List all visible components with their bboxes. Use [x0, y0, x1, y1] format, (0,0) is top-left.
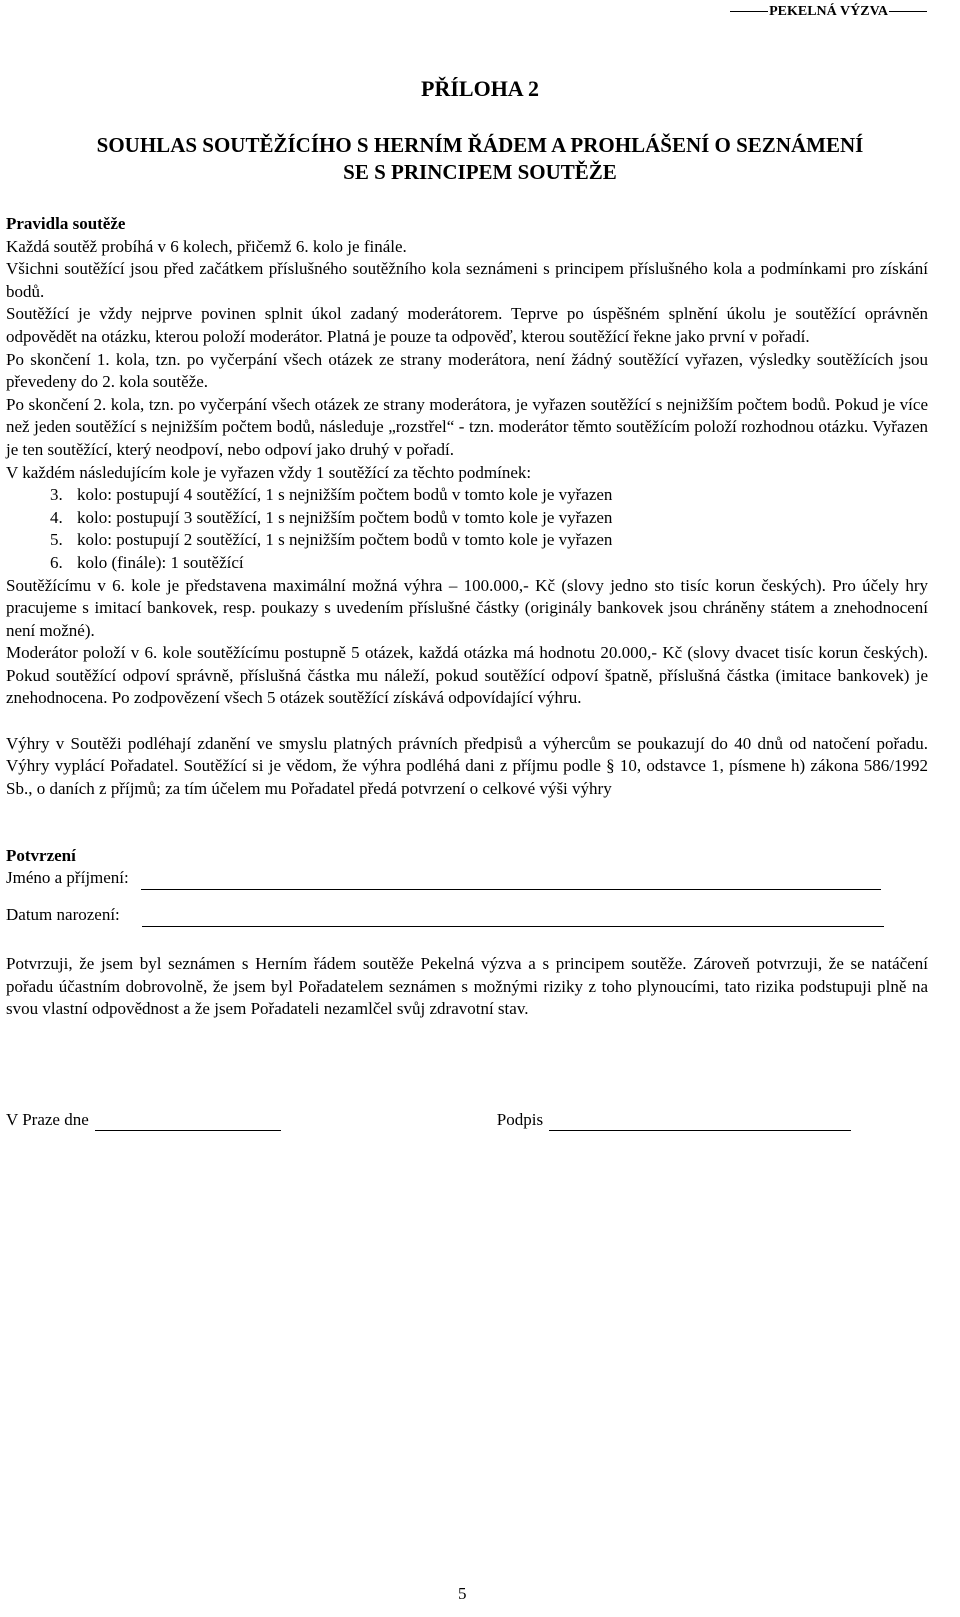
list-item-text: kolo: postupují 4 soutěžící, 1 s nejnižším počtem bodů v tomto kole je vyřazen: [77, 485, 613, 505]
list-item-number: 5.: [50, 530, 63, 550]
list-item-number: 3.: [50, 485, 63, 505]
rules-paragraph-task: Soutěžící je vždy nejprve povinen splnit úkol zadaný moderátorem. Teprve po úspěšném splnění úkolu je soutěžící oprávněn odpovědět na otázku, kterou položí moderátor. Platná je pouze ta odpověď, kterou soutěžící řekne jako první v pořadí.: [6, 304, 928, 346]
list-item-number: 4.: [50, 507, 63, 527]
header-rule-left: [730, 11, 768, 12]
list-item-text: kolo: postupují 3 soutěžící, 1 s nejnižším počtem bodů v tomto kole je vyřazen: [77, 507, 613, 527]
list-item-number: 6.: [50, 552, 63, 572]
birth-date-field-row: [6, 905, 928, 927]
place-date-label: V Praze dne: [6, 1109, 89, 1129]
document-title: [0, 132, 960, 186]
rules-paragraph-round-1: Po skončení 1. kola, tzn. po vyčerpání všech otázek ze strany moderátora, není žádný soutěžící vyřazen, výsledky soutěžících jsou převedeny do 2. kola soutěže.: [6, 349, 928, 392]
signature-label: Podpis: [496, 1109, 544, 1129]
list-item-text: kolo (finále): 1 soutěžící: [77, 552, 244, 572]
rules-paragraph-round-2: Po skončení 2. kola, tzn. po vyčerpání všech otázek ze strany moderátora, je vyřazen soutěžící s nejnižším počtem bodů. Pokud je více než jeden soutěžící s nejnižším počtem bodů, následuje „rozstřel“ - tzn. moderátor těmto soutěžícím položí rozhodnou otázku. Vyřazen je ten soutěžící, který neodpoví, nebo odpoví jako druhý v pořadí.: [6, 394, 928, 459]
confirmation-statement: Potvrzuji, že jsem byl seznámen s Herním řádem soutěže Pekelná výzva a s principem soutěže. Zároveň potvrzuji, že se natáčení pořadu účastním dobrovolně, že jsem byl Pořadatelem seznámen s možnými riziky z toho plynoucími, tato rizika podstupuji plně na svou vlastní odpovědnost a že jsem Pořadateli nezamlčel svůj zdravotní stav.: [6, 954, 928, 1019]
page-number: 5: [458, 1584, 467, 1603]
header-rule-right: [889, 11, 927, 12]
rules-paragraph-final-questions: Moderátor položí v 6. kole soutěžícímu postupně 5 otázek, každá otázka má hodnotu 20.000,- Kč (slovy dvacet tisíc korun českých). Pokud soutěžící odpoví správně, příslušná částka mu náleží, pokud soutěžící odpoví špatně, příslušná částka (imitace bankovek) je znehodnocena. Po zodpovězení všech 5 otázek soutěžící získává odpovídající výhru.: [6, 643, 928, 708]
document-body: [6, 213, 928, 1131]
signature-field[interactable]: [549, 1110, 851, 1131]
rules-paragraph-elimination: V každém následujícím kole je vyřazen vždy 1 soutěžící za těchto podmínek:: [6, 462, 532, 482]
running-title: PEKELNÁ VÝZVA: [769, 4, 888, 19]
name-field-row: [6, 868, 928, 890]
round-list: [6, 484, 928, 574]
rules-paragraph-max-prize: Soutěžícímu v 6. kole je představena maximální možná výhra – 100.000,- Kč (slovy jedno sto tisíc korun českých). Pro účely hry pracujeme s imitací bankovek, resp. poukazy s uvedením příslušné částky (originály bankovek jsou chráněny státem a znehodnocení není možné).: [6, 575, 928, 640]
spacer: [6, 800, 928, 845]
appendix-title: PŘÍLOHA 2: [421, 76, 539, 101]
document-title-line-2: SE S PRINCIPEM SOUTĚŽE: [343, 160, 617, 184]
date-field[interactable]: [95, 1110, 281, 1131]
spacer: [6, 710, 928, 733]
rules-heading: Pravidla soutěže: [6, 214, 126, 233]
list-item: [50, 552, 928, 575]
name-field[interactable]: [141, 869, 881, 890]
running-header: [729, 2, 928, 22]
birth-date-field[interactable]: [142, 906, 884, 927]
birth-date-field-label: Datum narození:: [6, 905, 120, 925]
list-item: [50, 507, 928, 530]
list-item: [50, 484, 928, 507]
rules-paragraph-taxation: Výhry v Soutěži podléhají zdanění ve smyslu platných právních předpisů a výhercům se poukazují do 40 dnů od natočení pořadu. Výhry vyplácí Pořadatel. Soutěžící si je vědom, že výhra podléhá dani z příjmu podle § 10, odstavce 1, písmene h) zákona 586/1992 Sb., o daních z příjmů; za tím účelem mu Pořadatel předá potvrzení o celkové výši výhry: [6, 733, 928, 798]
confirmation-heading: Potvrzení: [6, 846, 76, 866]
signature-row: [6, 1109, 928, 1132]
rules-paragraph-rounds: Každá soutěž probíhá v 6 kolech, přičemž 6. kolo je finále.: [6, 236, 407, 256]
rules-paragraph-briefing: Všichni soutěžící jsou před začátkem příslušného soutěžního kola seznámeni s principem příslušného kola a podmínkami pro získání bodů.: [6, 259, 928, 301]
list-item-text: kolo: postupují 2 soutěžící, 1 s nejnižším počtem bodů v tomto kole je vyřazen: [77, 530, 613, 550]
name-field-label: Jméno a příjmení:: [6, 868, 129, 888]
list-item: [50, 529, 928, 552]
document-title-line-1: SOUHLAS SOUTĚŽÍCÍHO S HERNÍM ŘÁDEM A PROHLÁŠENÍ O SEZNÁMENÍ: [96, 133, 864, 157]
